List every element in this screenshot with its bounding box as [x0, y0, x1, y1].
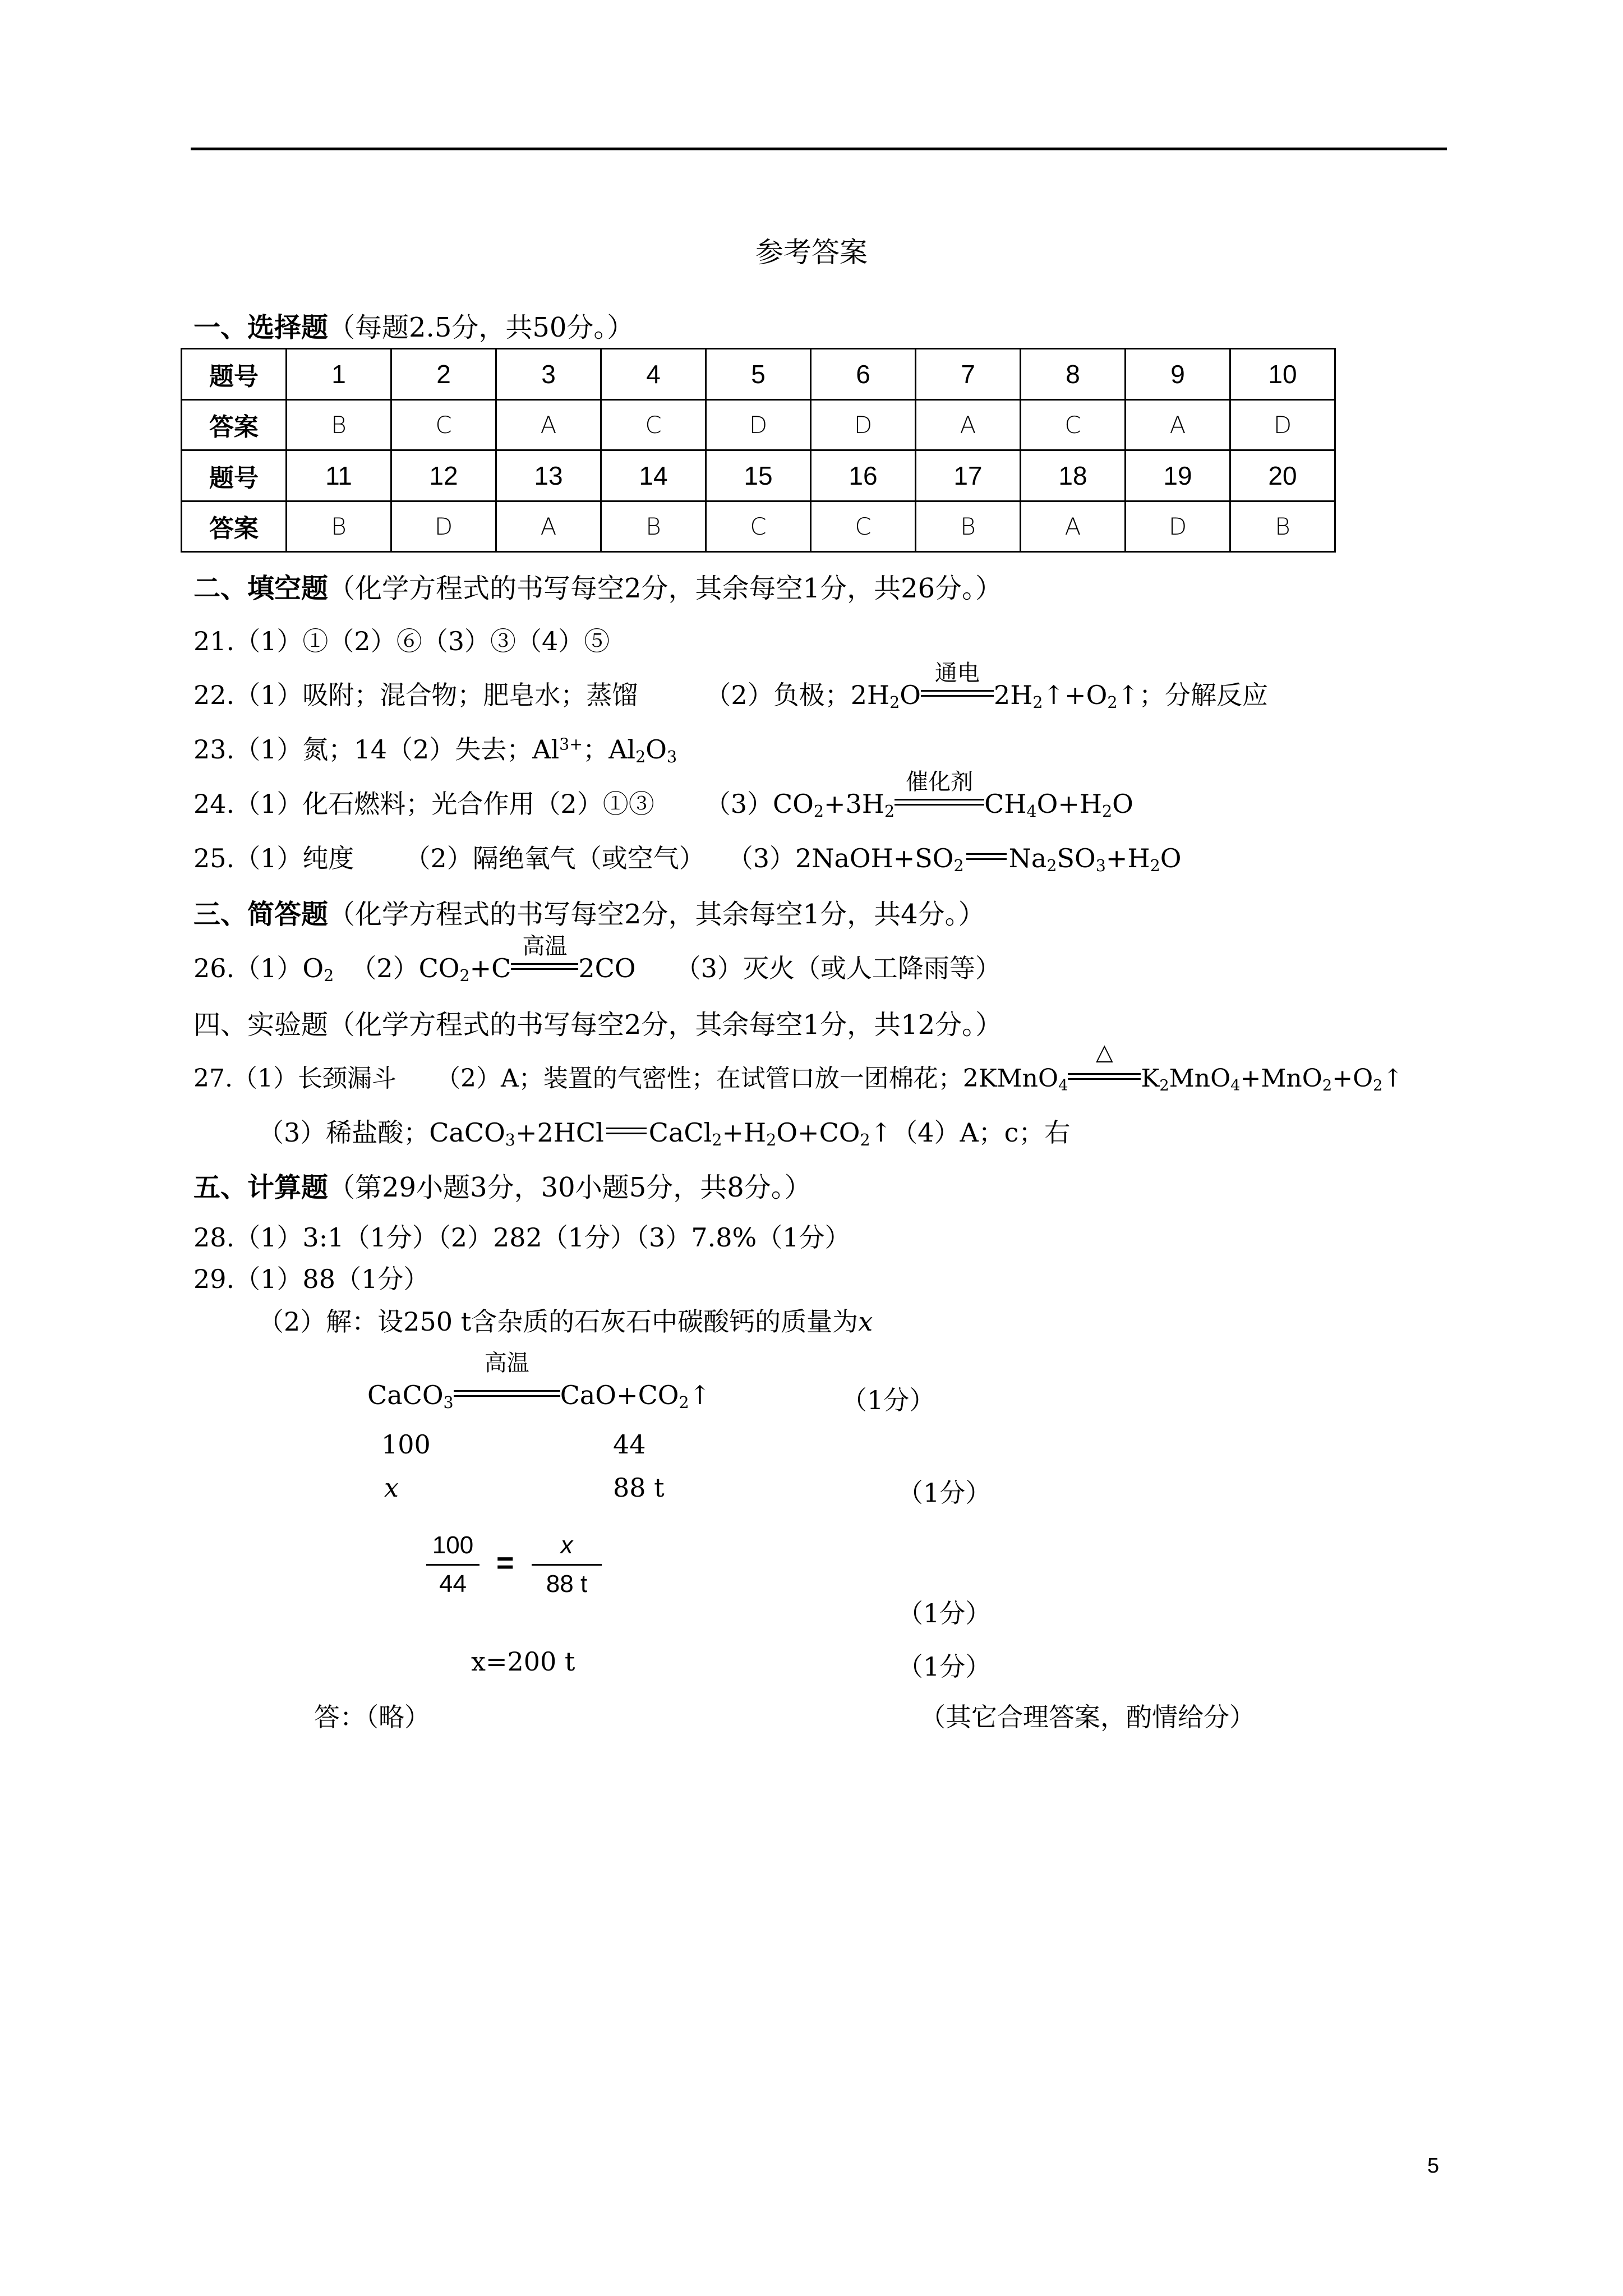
answer-omitted: 答：（略）	[314, 1702, 430, 1732]
condition-label: 催化剂	[906, 769, 974, 795]
subscript: 3	[667, 748, 677, 767]
subscript: 2	[1101, 802, 1113, 821]
condition-label: △	[1096, 1039, 1113, 1065]
table-cell: 13	[496, 450, 601, 501]
variable: x	[858, 1306, 873, 1337]
subscript: 2	[889, 693, 900, 712]
table-cell: A	[496, 501, 601, 552]
proportion-equals: =	[496, 1546, 514, 1580]
table-cell: 题号	[182, 450, 287, 501]
table-cell: 1	[287, 349, 391, 400]
table-row	[182, 399, 1335, 450]
formula-text: +2HCl	[515, 1117, 604, 1148]
table-cell: 8	[1021, 349, 1126, 400]
formula-text: +C	[469, 953, 511, 983]
subscript: 2	[1373, 1076, 1383, 1094]
reaction-condition	[454, 1350, 560, 1410]
table-cell: D	[1230, 399, 1335, 450]
table-row	[182, 501, 1335, 552]
fraction-denominator: 88 t	[546, 1570, 588, 1598]
score-4: （1分）	[897, 1651, 992, 1682]
formula-text: Na	[1008, 843, 1047, 873]
table-cell: 6	[811, 349, 916, 400]
table-cell: 14	[601, 450, 706, 501]
answer-29-part1: 29.（1）88（1分）	[193, 1264, 430, 1294]
fraction-numerator: x	[560, 1531, 573, 1559]
subscript: 4	[1058, 1076, 1068, 1094]
table-cell: 11	[287, 450, 391, 501]
result: x=200 t	[471, 1646, 575, 1677]
superscript: 3+	[559, 735, 583, 754]
subscript: 2	[1322, 1076, 1332, 1094]
score-2: （1分）	[897, 1478, 992, 1508]
table-cell: C	[1021, 399, 1126, 450]
formula-text: （3）2NaOH+SO	[727, 843, 954, 873]
table-cell: 4	[601, 349, 706, 400]
table-cell: D	[1126, 501, 1230, 552]
formula-text: O	[1112, 789, 1133, 819]
answer-text: O	[645, 734, 667, 765]
table-cell: 题号	[182, 349, 287, 400]
table-cell: D	[391, 501, 496, 552]
score-1: （1分）	[841, 1385, 935, 1415]
answer-table	[181, 348, 1336, 553]
table-cell: A	[1021, 501, 1126, 552]
table-cell: 答案	[182, 399, 287, 450]
subscript: 4	[1026, 802, 1037, 821]
subscript: 4	[1230, 1076, 1241, 1094]
formula-text: ↑；分解反应	[1117, 680, 1269, 710]
fraction-left	[426, 1531, 479, 1598]
answer-text: 24.（1）化石燃料；光合作用（2）①③	[193, 789, 654, 819]
answer-29-part2	[258, 1301, 873, 1338]
formula-text: ↑+O	[1043, 680, 1108, 710]
formula-text: O	[900, 680, 921, 710]
answer-21: 21.（1）①（2）⑥（3）③（4）⑤	[193, 626, 610, 656]
answer-text: （3）灭火（或人工降雨等）	[675, 953, 1001, 983]
subscript: 2	[679, 1393, 689, 1412]
answer-23	[193, 729, 677, 766]
section-3-header	[193, 892, 985, 931]
section-5-header	[193, 1166, 811, 1204]
formula-text: O+CO	[776, 1117, 860, 1148]
formula-text: O	[1160, 843, 1182, 873]
formula-text: ↑	[1382, 1064, 1404, 1093]
table-cell: B	[287, 399, 391, 450]
reaction-condition	[895, 769, 984, 819]
subscript: 3	[443, 1393, 454, 1412]
calc-equation	[367, 1350, 711, 1412]
molar-mass-co2: 44	[613, 1429, 646, 1460]
page-title: 参考答案	[755, 236, 868, 269]
co2-mass: 88 t	[613, 1473, 665, 1503]
table-cell: A	[1126, 399, 1230, 450]
section-5-note: （第29小题3分，30小题5分，共8分。）	[328, 1172, 811, 1203]
answer-22-part2: （2）负极；2H	[705, 680, 890, 710]
formula-text: SO	[1057, 843, 1096, 873]
formula-text: +H	[722, 1117, 767, 1148]
condition-label: 高温	[522, 933, 568, 959]
section-1-header	[193, 306, 634, 344]
table-cell: D	[706, 399, 811, 450]
section-2-header	[193, 567, 1002, 605]
answer-28: 28.（1）3:1（1分）（2）282（1分）（3）7.8%（1分）	[193, 1222, 851, 1253]
section-5-heading: 五、计算题	[193, 1172, 329, 1203]
subscript: 2	[712, 1131, 722, 1150]
formula-text: +O	[1332, 1064, 1373, 1093]
reaction-condition	[1068, 1039, 1141, 1093]
answer-24	[193, 769, 1133, 821]
double-line	[511, 963, 578, 970]
fraction-denominator: 44	[439, 1570, 467, 1598]
subscript: 2	[1032, 693, 1043, 712]
grading-note: （其它合理答案，酌情给分）	[920, 1702, 1255, 1732]
answer-25	[193, 838, 1181, 875]
answer-text: ；Al	[583, 734, 636, 765]
answer-text: 26.（1）O	[193, 953, 324, 983]
table-cell: C	[601, 399, 706, 450]
table-cell: 19	[1126, 450, 1230, 501]
formula-text: +H	[1105, 843, 1150, 873]
section-3-note: （化学方程式的书写每空2分，其余每空1分，共4分。）	[328, 899, 985, 930]
subscript: 2	[860, 1131, 870, 1150]
table-cell: A	[496, 399, 601, 450]
table-cell: B	[916, 501, 1021, 552]
formula-text: CH	[984, 789, 1027, 819]
table-cell: 20	[1230, 450, 1335, 501]
formula-text: +MnO	[1240, 1064, 1322, 1093]
section-2-heading: 二、填空题	[193, 573, 329, 604]
table-cell: C	[706, 501, 811, 552]
answer-27-line-2	[258, 1112, 1070, 1149]
variable: x	[384, 1473, 399, 1503]
answer-22-part1: 22.（1）吸附；混合物；肥皂水；蒸馏	[193, 680, 638, 710]
table-cell: 2	[391, 349, 496, 400]
section-4-note: （化学方程式的书写每空2分，其余每空1分，共12分。）	[328, 1009, 1003, 1041]
section-4-header	[193, 1003, 1002, 1042]
fraction-numerator: 100	[432, 1531, 474, 1559]
formula-text: MnO	[1169, 1064, 1231, 1093]
formula-text: ↑（4）A；c；右	[870, 1117, 1071, 1148]
reaction-condition	[511, 933, 578, 983]
formula-text: （2）A；装置的气密性；在试管口放一团棉花；2KMnO	[435, 1064, 1059, 1093]
table-cell: 3	[496, 349, 601, 400]
reaction-condition	[921, 660, 994, 710]
double-line	[1068, 1073, 1141, 1080]
formula-text: O+H	[1036, 789, 1102, 819]
table-cell: 9	[1126, 349, 1230, 400]
formula-text: +3H	[824, 789, 884, 819]
answer-27-line-1	[193, 1039, 1404, 1094]
subscript: 3	[505, 1131, 515, 1150]
table-cell: 15	[706, 450, 811, 501]
table-cell: B	[287, 501, 391, 552]
subscript: 2	[1159, 1076, 1169, 1094]
equals-double-line	[966, 853, 1007, 860]
formula-text: （2）CO	[351, 953, 460, 983]
score-3: （1分）	[897, 1598, 992, 1628]
answer-text: 27.（1）长颈漏斗	[193, 1064, 396, 1093]
answer-text: 23.（1）氮；14（2）失去；Al	[193, 734, 560, 765]
unknown-mass	[384, 1473, 399, 1503]
subscript: 2	[884, 802, 895, 821]
subscript: 3	[1095, 857, 1106, 876]
formula-text: K	[1141, 1064, 1160, 1093]
fraction-bar	[426, 1564, 479, 1566]
condition-label: 高温	[484, 1350, 529, 1376]
double-line	[454, 1390, 560, 1397]
subscript: 2	[1107, 693, 1118, 712]
table-cell: 10	[1230, 349, 1335, 400]
table-cell: B	[1230, 501, 1335, 552]
equals-double-line	[606, 1128, 647, 1134]
table-cell: A	[916, 399, 1021, 450]
table-cell: 7	[916, 349, 1021, 400]
formula-text: CaO+CO	[560, 1380, 679, 1410]
formula-text: （3）CO	[704, 789, 814, 819]
table-row	[182, 349, 1335, 400]
section-1-heading: 一、选择题	[193, 312, 329, 343]
subscript: 2	[813, 802, 824, 821]
table-cell: 答案	[182, 501, 287, 552]
table-cell: 18	[1021, 450, 1126, 501]
section-1-note: （每题2.5分，共50分。）	[328, 312, 634, 343]
formula-text: ↑	[689, 1380, 711, 1410]
formula-text: （3）稀盐酸；CaCO	[258, 1117, 505, 1148]
table-cell: 12	[391, 450, 496, 501]
formula-text: 2CO	[578, 953, 636, 983]
answer-22	[193, 660, 1269, 712]
answer-26	[193, 933, 1001, 986]
answer-text: （2）隔绝氧气（或空气）	[404, 843, 705, 873]
table-cell: B	[601, 501, 706, 552]
formula-text: CaCl	[648, 1117, 712, 1148]
double-line	[895, 799, 984, 806]
header-rule	[191, 148, 1447, 150]
subscript: 2	[766, 1131, 777, 1150]
section-3-heading: 三、简答题	[193, 899, 329, 930]
page-number: 5	[1427, 2154, 1440, 2178]
answer-text: 25.（1）纯度	[193, 843, 354, 873]
table-cell: 5	[706, 349, 811, 400]
double-line	[921, 690, 994, 697]
answer-text: （2）解：设250 t含杂质的石灰石中碳酸钙的质量为	[258, 1306, 859, 1337]
table-cell: 17	[916, 450, 1021, 501]
table-cell: D	[811, 399, 916, 450]
condition-label: 通电	[934, 660, 980, 686]
molar-mass-caco3: 100	[381, 1429, 431, 1460]
subscript: 2	[324, 967, 334, 986]
table-cell: C	[811, 501, 916, 552]
subscript: 2	[459, 967, 470, 986]
table-cell: C	[391, 399, 496, 450]
section-4-heading: 四、实验题	[193, 1009, 329, 1041]
table-row	[182, 450, 1335, 501]
section-2-note: （化学方程式的书写每空2分，其余每空1分，共26分。）	[328, 573, 1003, 604]
subscript: 2	[1046, 857, 1057, 876]
subscript: 2	[635, 748, 646, 767]
formula-text: 2H	[993, 680, 1033, 710]
fraction-bar	[532, 1564, 602, 1566]
fraction-right	[532, 1531, 602, 1598]
subscript: 2	[953, 857, 964, 876]
formula-text: CaCO	[367, 1380, 444, 1410]
table-cell: 16	[811, 450, 916, 501]
subscript: 2	[1150, 857, 1160, 876]
